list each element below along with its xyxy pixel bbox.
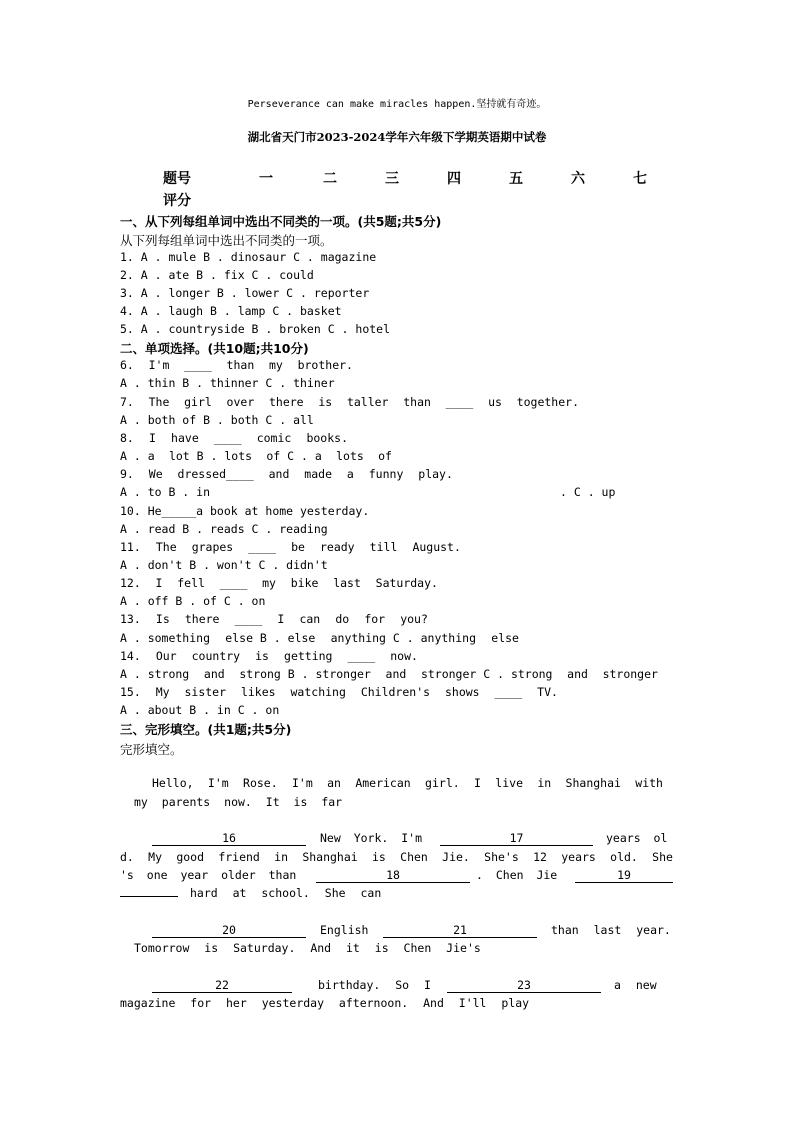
question-9-options-right: . C . up [560, 485, 616, 499]
section1-heading: 一、从下列每组单词中选出不同类的一项。(共5题;共5分) [120, 214, 442, 229]
passage-line: d. My good friend in Shanghai is Chen Jie. She's 12 years old. She [120, 850, 673, 864]
score-col-3: 三 [385, 171, 399, 187]
question-8-stem: 8. I have ____ comic books. [120, 431, 348, 445]
section3-instruction: 完形填空。 [120, 742, 183, 757]
question-15-options: A . about B . in C . on [120, 703, 280, 717]
passage-line: my parents now. It is far [134, 795, 343, 809]
cloze-blank-20[interactable]: 20 [152, 924, 306, 938]
question-10-options: A . read B . reads C . reading [120, 522, 328, 536]
score-col-7: 七 [633, 171, 647, 187]
passage-text: . Chen Jie [476, 868, 558, 882]
question-12-options: A . off B . of C . on [120, 594, 266, 608]
question-11-stem: 11. The grapes ____ be ready till August. [120, 540, 461, 554]
score-row-label: 评分 [163, 193, 191, 209]
motto: Perseverance can make miracles happen.坚持就有奇迹。 [247, 99, 547, 110]
question-6-options: A . thin B . thinner C . thiner [120, 376, 335, 390]
cloze-blank-23[interactable]: 23 [447, 979, 601, 993]
question-12-stem: 12. I fell ____ my bike last Saturday. [120, 576, 438, 590]
section2-heading: 二、单项选择。(共10题;共10分) [120, 341, 309, 356]
cloze-blank-17[interactable]: 17 [440, 832, 593, 846]
question-1: 1. A . mule B . dinosaur C . magazine [120, 250, 377, 264]
passage-text: birthday. So I [318, 978, 431, 992]
cloze-blank-18[interactable]: 18 [316, 869, 470, 883]
cloze-blank-16[interactable]: 16 [152, 832, 306, 846]
passage-line: Hello, I'm Rose. I'm an American girl. I live in Shanghai with [152, 776, 663, 790]
question-10-stem: 10. He_____a book at home yesterday. [120, 504, 370, 518]
section1-instruction: 从下列每组单词中选出不同类的一项。 [120, 233, 333, 248]
passage-text: New York. I'm [320, 831, 423, 845]
passage-text: 's one year older than [120, 868, 297, 882]
exam-title: 湖北省天门市2023-2024学年六年级下学期英语期中试卷 [247, 130, 547, 144]
question-2: 2. A . ate B . fix C . could [120, 268, 314, 282]
score-col-6: 六 [571, 171, 585, 187]
question-4: 4. A . laugh B . lamp C . basket [120, 304, 342, 318]
cloze-blank-21[interactable]: 21 [383, 924, 537, 938]
score-col-2: 二 [323, 171, 337, 187]
passage-line: magazine for her yesterday afternoon. And I'll play [120, 996, 530, 1010]
passage-text: hard at school. She can [190, 886, 382, 900]
score-table-row-label: 题号 [163, 171, 191, 187]
question-14-stem: 14. Our country is getting ____ now. [120, 649, 418, 663]
score-col-5: 五 [509, 171, 523, 187]
passage-text: years ol [606, 831, 668, 845]
section3-heading: 三、完形填空。(共1题;共5分) [120, 722, 292, 737]
score-col-4: 四 [447, 171, 461, 187]
question-6-stem: 6. I'm ____ than my brother. [120, 358, 353, 372]
question-9-options-left: A . to B . in [120, 485, 211, 499]
question-7-options: A . both of B . both C . all [120, 413, 314, 427]
cloze-blank-19[interactable]: 19 [575, 869, 673, 883]
question-14-options: A . strong and strong B . stronger and stronger C . strong and stronger [120, 667, 658, 681]
cloze-blank-22[interactable]: 22 [152, 979, 292, 993]
question-11-options: A . don't B . won't C . didn't [120, 558, 328, 572]
question-13-options: A . something else B . else anything C . anything else [120, 631, 519, 645]
question-8-options: A . a lot B . lots of C . a lots of [120, 449, 392, 463]
passage-text: a new [614, 978, 657, 992]
passage-text: English [320, 923, 369, 937]
question-15-stem: 15. My sister likes watching Children's shows ____ TV. [120, 685, 558, 699]
question-7-stem: 7. The girl over there is taller than ____ us together. [120, 395, 579, 409]
passage-line: Tomorrow is Saturday. And it is Chen Jie's [134, 941, 481, 955]
score-col-1: 一 [259, 171, 273, 187]
passage-text: than last year. [551, 923, 671, 937]
cloze-blank-19-continued [120, 896, 178, 897]
question-3: 3. A . longer B . lower C . reporter [120, 286, 370, 300]
question-9-stem: 9. We dressed____ and made a funny play. [120, 467, 453, 481]
question-5: 5. A . countryside B . broken C . hotel [120, 322, 391, 336]
question-13-stem: 13. Is there ____ I can do for you? [120, 612, 428, 626]
